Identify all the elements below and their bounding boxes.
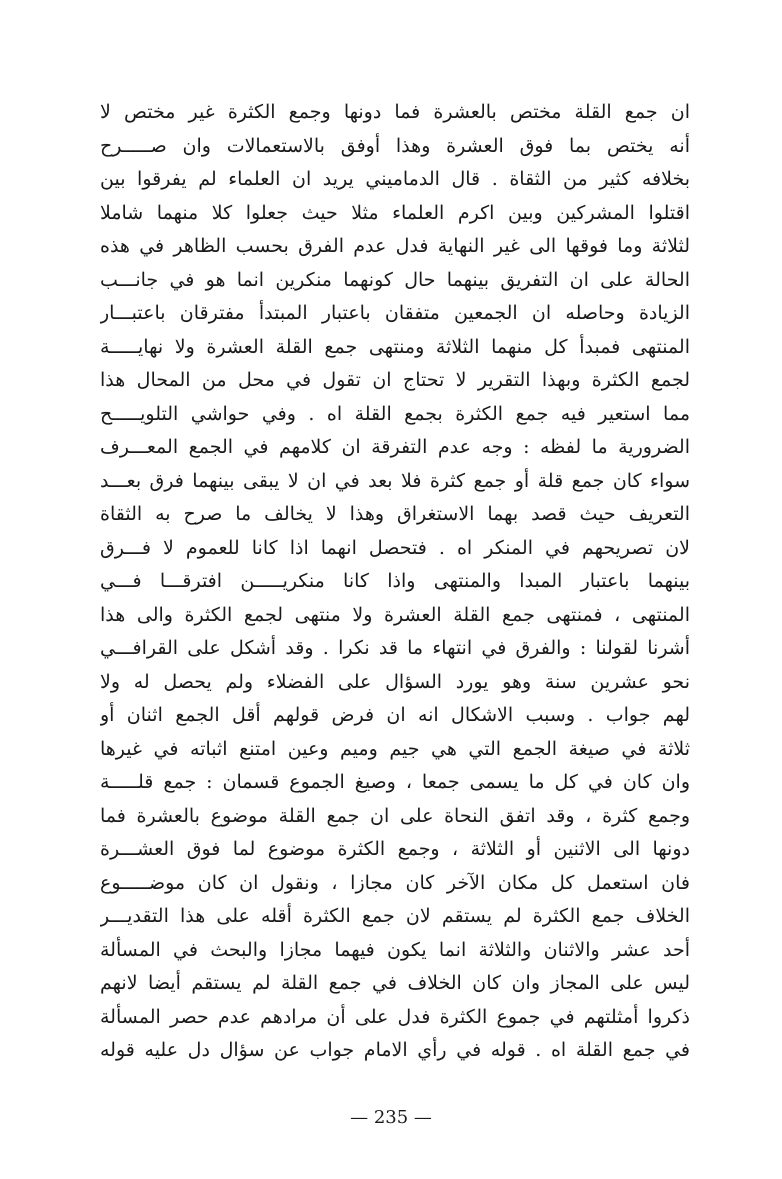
text-line: المنتهى ، فمنتهى جمع القلة العشرة ولا منتهى لجمع الكثرة والى هذا: [100, 603, 690, 626]
text-line: لان تصريحهم في المنكر اه . فتحصل انهما اذا كانا للعموم لا فـــرق: [100, 536, 690, 559]
text-line: لثلاثة وما فوقها الى غير النهاية فدل عدم الفرق بحسب الظاهر في هذه: [100, 235, 690, 257]
text-line: التعريف حيث قصد بهما الاستغراق وهذا لا يخالف ما صرح به الثقاة: [100, 503, 690, 525]
text-line: وان كان في كل ما يسمى جمعا ، وصيغ الجموع قسمان : جمع قلـــــة: [100, 771, 690, 793]
text-line: الزيادة وحاصله ان الجمعين متفقان باعتبار المبتدأ مفترقان باعتبـــار: [100, 302, 690, 324]
text-line: ذكروا أمثلتهم في جموع الكثرة فدل على أن مرادهم عدم حصر المسألة: [100, 1005, 690, 1028]
text-line: ثلاثة في صيغة الجمع التي هي جيم وميم وعين امتنع اثباته في غيرها: [100, 737, 690, 760]
text-line: وجمع كثرة ، وقد اتفق النحاة على ان جمع القلة موضوع بالعشرة فما: [100, 804, 690, 827]
text-line: ان جمع القلة مختص بالعشرة فما دونها وجمع الكثرة غير مختص لا: [100, 101, 690, 123]
text-line: الحالة على ان التفريق بينهما حال كونهما منكرين انما هو في جانـــب: [100, 268, 690, 291]
text-line: أنه يختص بما فوق العشرة وهذا أوفق بالاستعمالات وان صـــــرح: [100, 134, 690, 157]
text-line: المنتهى فمبدأ كل منهما الثلاثة ومنتهى جمع القلة العشرة ولا نهايـــــة: [100, 335, 690, 358]
text-line: بينهما باعتبار المبدا والمنتهى واذا كانا منكريـــــن افترقـــا فـــي: [100, 570, 690, 592]
text-line: نحو عشرين سنة وهو يورد السؤال على الفضلاء ولم يحصل له ولا: [100, 670, 690, 693]
text-line: لجمع الكثرة وبهذا التقرير لا تحتاج ان تقول في محل من المحال هذا: [100, 369, 690, 391]
text-line: مما استعير فيه جمع الكثرة بجمع القلة اه . وفي حواشي التلويـــــح: [100, 402, 690, 425]
text-line: الخلاف جمع الكثرة لم يستقم لان جمع الكثرة أقله على هذا التقديـــر: [100, 905, 690, 927]
text-line: في جمع القلة اه . قوله في رأي الامام جواب عن سؤال دل عليه قوله: [100, 1039, 690, 1061]
body-text: [100, 96, 690, 1068]
page-number: — 235 —: [350, 1107, 432, 1128]
text-line: سواء كان جمع قلة أو جمع كثرة فلا بعد في ان لا يبقى بينهما فرق بعـــد: [100, 469, 690, 492]
text-line: ليس على المجاز وان كان الخلاف في جمع القلة لم يستقم أيضا لانهم: [100, 972, 690, 994]
text-line: فان استعمل كل مكان الآخر كان مجازا ، ونقول ان كان موضـــــوع: [100, 871, 690, 894]
text-line: الضرورية ما لفظه : وجه عدم التفرقة ان كلامهم في الجمع المعـــرف: [100, 436, 690, 458]
text-line: اقتلوا المشركين وبين اكرم العلماء مثلا حيث جعلوا كلا منهما شاملا: [100, 201, 690, 224]
text-line: أشرنا لقولنا : والفرق في انتهاء ما قد نكرا . وقد أشكل على القرافـــي: [100, 637, 690, 659]
text-line: لهم جواب . وسبب الاشكال انه ان فرض قولهم أقل الجمع اثنان أو: [100, 704, 690, 726]
text-line: بخلافه كثير من الثقاة . قال الدماميني يريد ان العلماء لم يفرقوا بين: [100, 168, 690, 190]
text-line: دونها الى الاثنين أو الثلاثة ، وجمع الكثرة موضوع لما فوق العشـــرة: [100, 838, 690, 860]
text-line: أحد عشر والاثنان والثلاثة انما يكون فيهما مجازا والبحث في المسألة: [100, 938, 690, 961]
